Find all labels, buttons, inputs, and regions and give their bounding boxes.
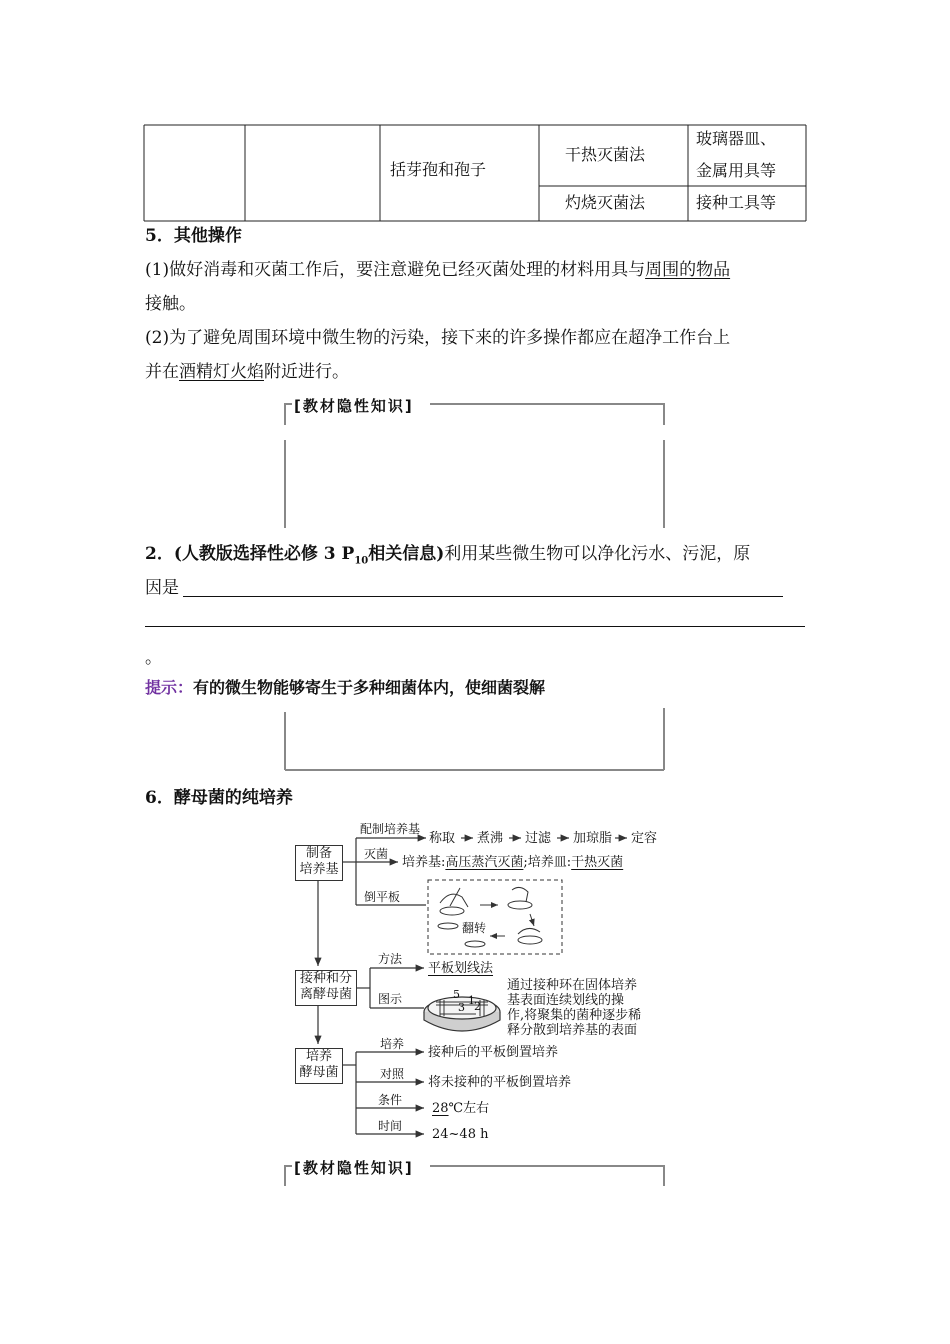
dish-number-2: 2: [474, 1000, 481, 1013]
item1-answer: 周围的物品: [645, 260, 731, 280]
knowledge-box-1-title: [教材隐性知识]: [294, 397, 414, 415]
section5-item1-line2: 接触。: [145, 294, 196, 314]
step-1: 称取: [429, 831, 456, 846]
branch-label-prepare: 配制培养基: [360, 822, 421, 836]
hint-label: 提示：: [145, 678, 194, 697]
node-inoculate-isolate: [295, 970, 357, 1006]
desc-line-4: 释分散到培养基的表面: [507, 1023, 638, 1038]
q2-source-suffix: 相关信息): [368, 544, 445, 564]
sterilize-medium-answer: 高压蒸汽灭菌: [445, 855, 524, 870]
node3-line2: 酵母菌: [299, 1065, 339, 1080]
item2-suffix: 附近进行。: [264, 362, 349, 382]
knowledge-box-2-title: [教材隐性知识]: [294, 1159, 414, 1177]
condition-unit: ℃左右: [448, 1101, 490, 1116]
table-cell-method-2: 灼烧灭菌法: [565, 193, 646, 212]
branch-label-culture: 培养: [380, 1037, 405, 1051]
branch-label-time: 时间: [378, 1119, 403, 1133]
section5-item2-line1: (2)为了避免周围环境中微生物的污染，接下来的许多操作都应在超净工作台上: [145, 328, 731, 348]
item2-answer: 酒精灯火焰: [179, 362, 264, 382]
dish-number-3: 3: [458, 1001, 465, 1014]
branch-label-diagram: 图示: [378, 992, 403, 1006]
step-5: 定容: [631, 831, 658, 846]
method-answer: 平板划线法: [428, 961, 494, 976]
sterilize-dish-answer: 干热灭菌: [571, 855, 624, 870]
control-text: 将未接种的平板倒置培养: [428, 1075, 572, 1090]
desc-line-1: 通过接种环在固体培养: [507, 978, 638, 993]
desc-line-3: 作,将聚集的菌种逐步稀: [507, 1008, 642, 1023]
knowledge-box-2-frame: [0, 1150, 950, 1200]
table-cell-middle: 括芽孢和孢子: [390, 160, 487, 179]
section6-heading: 6．酵母菌的纯培养: [145, 788, 293, 808]
question2-line2: 因是: [145, 578, 179, 598]
sterilize-dish-label: ;培养皿:: [523, 855, 572, 870]
table-cell-method-1: 干热灭菌法: [565, 145, 646, 164]
condition-answer: 28: [432, 1101, 449, 1116]
condition-text: [432, 1101, 489, 1116]
pour-plate-illustration: [438, 887, 542, 947]
node-culture-yeast: [295, 1048, 343, 1084]
step-4: 加琼脂: [573, 831, 613, 846]
dish-number-5: 5: [453, 988, 460, 1001]
culture-text: 接种后的平板倒置培养: [428, 1045, 559, 1060]
node2-line2: 离酵母菌: [299, 987, 352, 1002]
branch-label-method: 方法: [378, 952, 403, 966]
question2-end-mark: 。: [145, 648, 162, 668]
step-3: 过滤: [525, 831, 552, 846]
method-text: [428, 961, 493, 976]
branch-label-control: 对照: [380, 1067, 405, 1081]
desc-line-2: 基表面连续划线的操: [507, 993, 625, 1008]
time-text: 24~48 h: [432, 1127, 489, 1142]
table-cell-object-1a: 玻璃器皿、: [696, 129, 777, 148]
node1-line1: 制备: [305, 846, 332, 861]
item2-prefix: 并在: [145, 362, 179, 382]
hint-text: 有的微生物能够寄生于多种细菌体内，使细菌裂解: [193, 678, 546, 697]
sterilize-medium-label: 培养基:: [402, 855, 446, 870]
node-prepare-medium: [295, 845, 343, 881]
q2-text: 利用某些微生物可以净化污水、污泥，原: [444, 544, 751, 564]
q2-source: 2．(人教版选择性必修 3 P: [145, 544, 355, 564]
step-2: 煮沸: [477, 831, 504, 846]
dish-number-1: 1: [468, 994, 475, 1007]
node2-line1: 接种和分: [299, 971, 352, 986]
flip-label: 翻转: [462, 921, 487, 935]
q2-page-subscript: 10: [354, 555, 369, 567]
table-cell-object-2: 接种工具等: [696, 193, 777, 212]
table-cell-object-1b: 金属用具等: [696, 161, 777, 180]
branch-label-condition: 条件: [378, 1093, 403, 1107]
section5-heading: 5．其他操作: [145, 226, 242, 246]
streak-description: [507, 978, 641, 1038]
node1-line2: 培养基: [299, 862, 339, 877]
node3-line1: 培养: [305, 1049, 332, 1064]
item1-prefix: (1)做好消毒和灭菌工作后，要注意避免已经灭菌处理的材料用具与: [145, 260, 646, 280]
branch-label-pour: 倒平板: [364, 890, 401, 904]
sterilize-text: [402, 855, 623, 870]
branch-label-sterilize: 灭菌: [364, 847, 389, 861]
